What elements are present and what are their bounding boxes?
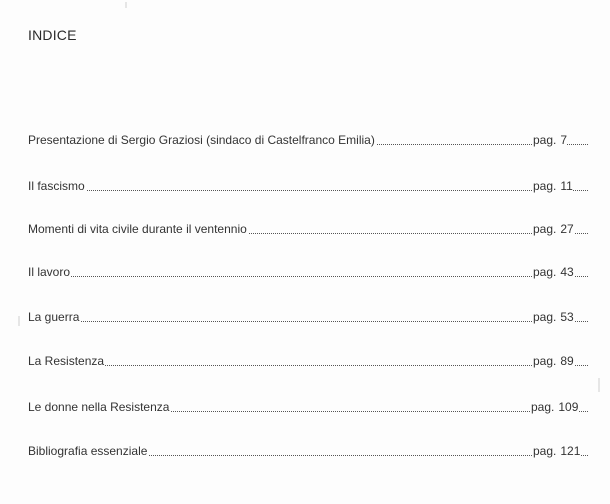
page-number: 89 bbox=[560, 354, 574, 368]
toc-entry-page bbox=[532, 264, 574, 280]
scan-artifact bbox=[598, 378, 600, 392]
toc-entry bbox=[28, 309, 588, 325]
page-label: pag. bbox=[531, 400, 555, 414]
dot-leader bbox=[28, 276, 588, 277]
page-number: 27 bbox=[560, 222, 574, 236]
toc-entry-title: La Resistenza bbox=[28, 354, 105, 368]
toc-entry-title: Momenti di vita civile durante il ventennio bbox=[28, 222, 247, 236]
page-number: 7 bbox=[560, 133, 568, 147]
dot-leader bbox=[28, 365, 588, 366]
page-title: INDICE bbox=[28, 27, 77, 43]
page-number: 53 bbox=[560, 310, 574, 324]
scan-artifact bbox=[18, 316, 20, 326]
toc-entry bbox=[28, 443, 588, 459]
page-number: 43 bbox=[560, 265, 574, 279]
toc-entry-title: La guerra bbox=[28, 310, 80, 324]
toc-entry-title: Presentazione di Sergio Graziosi (sindaco di Castelfranco Emilia) bbox=[28, 133, 375, 147]
toc-entry-page bbox=[530, 399, 578, 415]
toc-entry bbox=[28, 132, 588, 148]
toc-entry-page bbox=[532, 178, 573, 194]
page-label: pag. bbox=[533, 444, 557, 458]
toc-entry-title: Le donne nella Resistenza bbox=[28, 400, 170, 414]
toc-entry-page bbox=[532, 309, 574, 325]
page-number: 121 bbox=[560, 444, 581, 458]
page-label: pag. bbox=[533, 222, 557, 236]
toc-entry-page bbox=[532, 353, 574, 369]
page-label: pag. bbox=[533, 179, 557, 193]
toc-entry-title: Il lavoro bbox=[28, 265, 71, 279]
toc-entry-title: Il fascismo bbox=[28, 179, 85, 193]
page-label: pag. bbox=[533, 354, 557, 368]
dot-leader bbox=[28, 190, 588, 191]
page-number: 11 bbox=[560, 179, 573, 193]
page-label: pag. bbox=[533, 265, 557, 279]
toc-entry-page bbox=[532, 132, 567, 148]
dot-leader bbox=[28, 321, 588, 322]
page-label: pag. bbox=[533, 310, 557, 324]
page-label: pag. bbox=[533, 133, 557, 147]
toc-entry bbox=[28, 264, 588, 280]
toc-entry bbox=[28, 221, 588, 237]
toc-entry-page bbox=[532, 221, 574, 237]
toc-entry bbox=[28, 178, 588, 194]
toc-entry bbox=[28, 399, 588, 415]
toc-entry-page bbox=[532, 443, 580, 459]
page-number: 109 bbox=[558, 400, 579, 414]
toc-entry-title: Bibliografia essenziale bbox=[28, 444, 148, 458]
scan-artifact bbox=[125, 2, 127, 8]
toc-entry bbox=[28, 353, 588, 369]
